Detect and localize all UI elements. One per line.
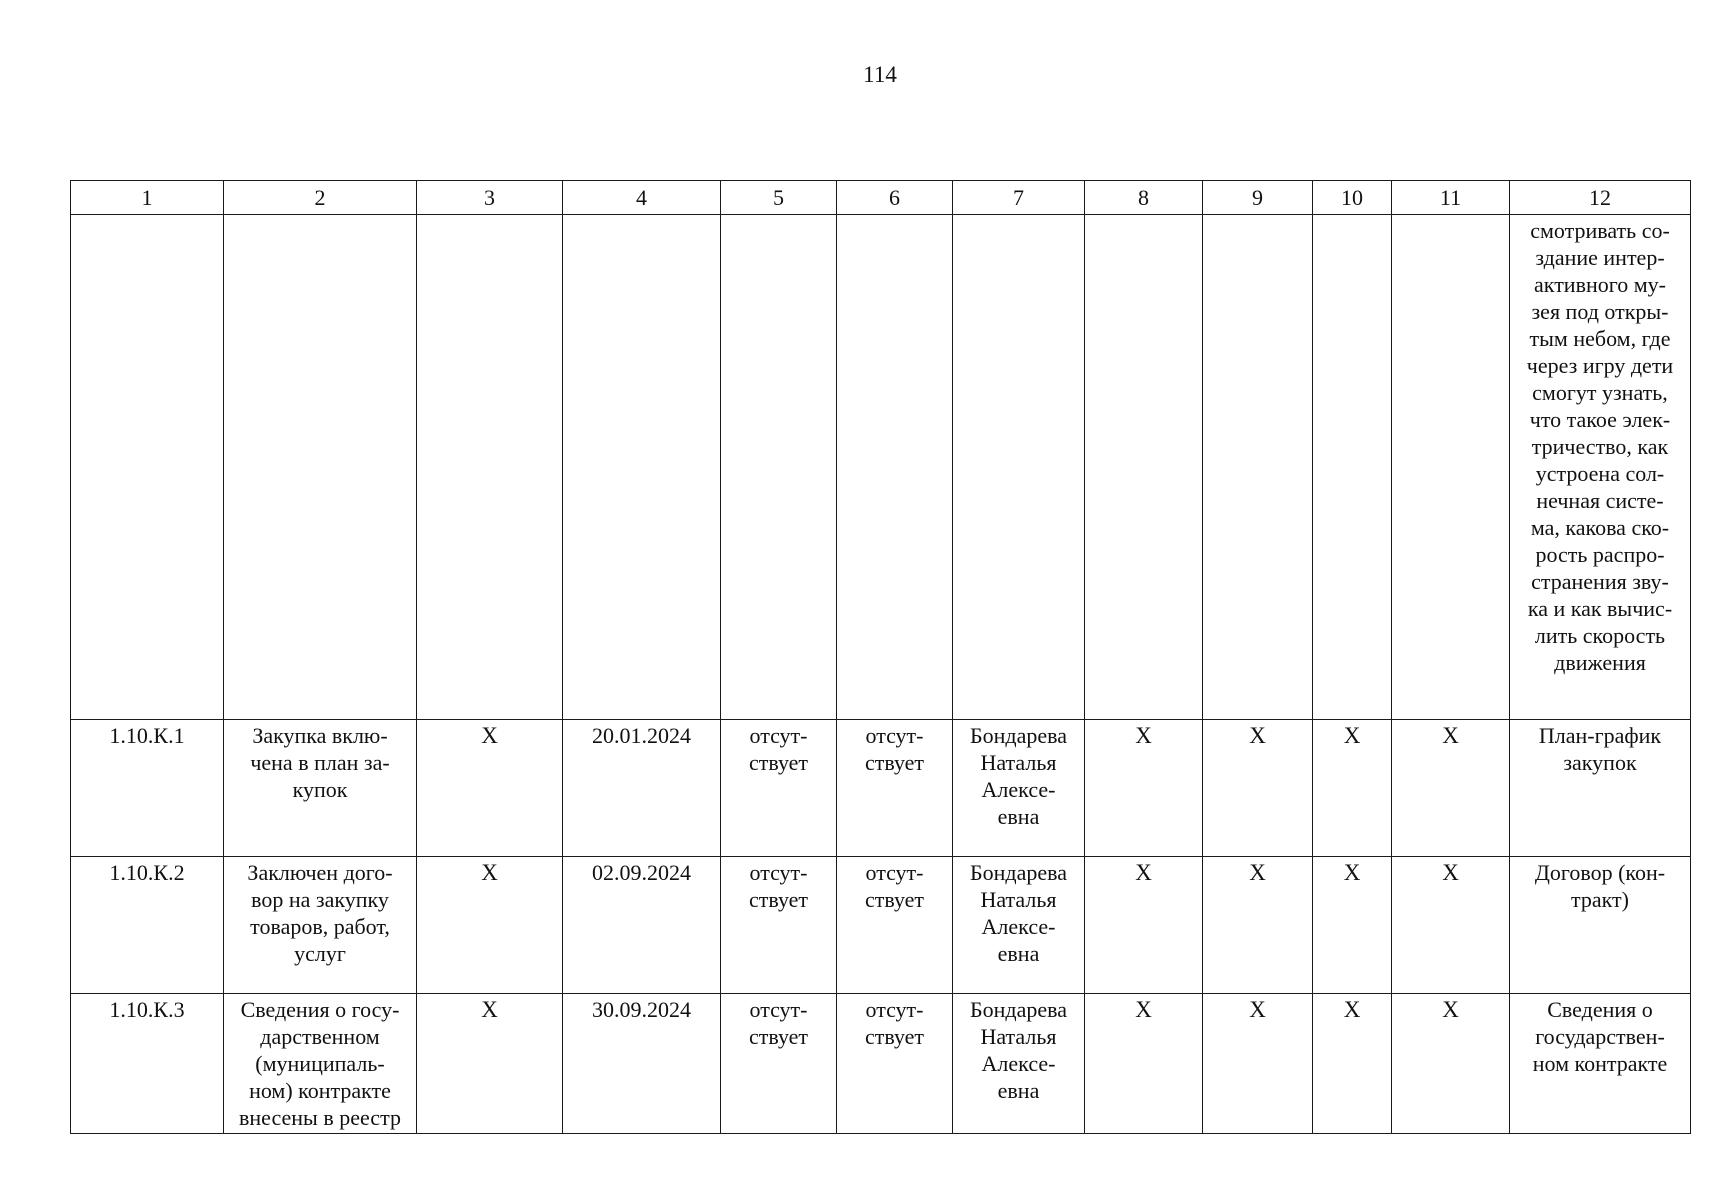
row-col6: отсут- ствует: [864, 860, 925, 912]
col6-cell: [837, 994, 953, 1134]
header-col-12: 12: [1510, 181, 1691, 215]
empty-cell: [1085, 215, 1203, 720]
continuation-text: смотривать со- здание интер- активного му- зея под откры- тым небом, где через игру дети смогут узнать, что такое элек- тричество, как устроена сол- нечная систе- ма, какова ско- рость распро- странения зву- ка и как вычис- лить скорость движения: [1526, 218, 1674, 675]
date-cell: [563, 994, 721, 1134]
description-cell: [224, 720, 417, 857]
col9-cell: [1203, 857, 1313, 994]
col9-cell: [1203, 994, 1313, 1134]
col5-cell: [721, 994, 837, 1134]
document-cell: [1510, 857, 1691, 994]
col3-cell: [417, 720, 563, 857]
code-cell: [71, 720, 224, 857]
col8-cell: [1085, 857, 1203, 994]
x-mark: Х: [481, 860, 498, 885]
col3-cell: [417, 994, 563, 1134]
col10-cell: [1313, 994, 1392, 1134]
row-document: Договор (кон- тракт): [1534, 860, 1666, 912]
header-col-1: 1: [71, 181, 224, 215]
empty-cell: [71, 215, 224, 720]
responsible-cell: [953, 994, 1085, 1134]
control-points-table: [70, 180, 1691, 1134]
header-col-7: 7: [953, 181, 1085, 215]
x-mark: Х: [1135, 860, 1152, 885]
row-date: 02.09.2024: [592, 860, 691, 885]
col10-cell: [1313, 857, 1392, 994]
x-mark: Х: [1343, 723, 1361, 748]
col11-cell: [1392, 857, 1510, 994]
empty-cell: [224, 215, 417, 720]
x-mark: Х: [1135, 997, 1152, 1022]
row-description: Закупка вклю- чена в план за- купок: [250, 723, 390, 802]
row-col5: отсут- ствует: [748, 860, 809, 912]
document-cell: [1510, 720, 1691, 857]
header-row: [71, 181, 1691, 215]
row-document: План-график закупок: [1538, 723, 1662, 775]
col6-cell: [837, 720, 953, 857]
col6-cell: [837, 857, 953, 994]
document-cell: [1510, 994, 1691, 1134]
row-code: 1.10.К.2: [109, 860, 185, 885]
row-col6: отсут- ствует: [864, 997, 925, 1049]
row-responsible: Бондарева Наталья Алексе- евна: [970, 723, 1067, 829]
header-col-3: 3: [417, 181, 563, 215]
responsible-cell: [953, 720, 1085, 857]
header-col-6: 6: [837, 181, 953, 215]
col9-cell: [1203, 720, 1313, 857]
date-cell: [563, 720, 721, 857]
row-date: 30.09.2024: [592, 997, 691, 1022]
empty-cell: [953, 215, 1085, 720]
empty-cell: [721, 215, 837, 720]
col3-cell: [417, 857, 563, 994]
empty-cell: [563, 215, 721, 720]
header-col-8: 8: [1085, 181, 1203, 215]
x-mark: Х: [1343, 860, 1361, 885]
description-cell: [224, 994, 417, 1134]
row-col6: отсут- ствует: [864, 723, 925, 775]
row-description: Заключен дого- вор на закупку товаров, работ, услуг: [247, 860, 393, 966]
x-mark: Х: [1249, 723, 1266, 748]
col11-cell: [1392, 720, 1510, 857]
row-description: Сведения о госу- дарственном (муниципаль- ном) контракте внесены в реестр: [239, 997, 401, 1130]
x-mark: Х: [481, 997, 498, 1022]
x-mark: Х: [1442, 723, 1459, 748]
empty-cell: [1203, 215, 1313, 720]
col11-cell: [1392, 994, 1510, 1134]
row-document: Сведения о государствен- ном контракте: [1532, 997, 1668, 1076]
col8-cell: [1085, 994, 1203, 1134]
table-row-continuation: [71, 215, 1691, 720]
row-code: 1.10.К.3: [109, 997, 185, 1022]
x-mark: Х: [1442, 997, 1459, 1022]
table-row: [71, 857, 1691, 994]
row-responsible: Бондарева Наталья Алексе- евна: [970, 997, 1067, 1103]
x-mark: Х: [1249, 860, 1266, 885]
col10-cell: [1313, 720, 1392, 857]
page-number: 114: [863, 62, 897, 87]
x-mark: Х: [481, 723, 498, 748]
header-col-5: 5: [721, 181, 837, 215]
col5-cell: [721, 720, 837, 857]
header-col-9: 9: [1203, 181, 1313, 215]
table-row: [71, 994, 1691, 1134]
responsible-cell: [953, 857, 1085, 994]
empty-cell: [417, 215, 563, 720]
header-col-4: 4: [563, 181, 721, 215]
date-cell: [563, 857, 721, 994]
row-code: 1.10.К.1: [109, 723, 185, 748]
col8-cell: [1085, 720, 1203, 857]
x-mark: Х: [1343, 997, 1361, 1022]
x-mark: Х: [1442, 860, 1459, 885]
code-cell: [71, 857, 224, 994]
header-col-11: 11: [1392, 181, 1510, 215]
row-col5: отсут- ствует: [748, 723, 809, 775]
row-date: 20.01.2024: [592, 723, 691, 748]
empty-cell: [1313, 215, 1392, 720]
x-mark: Х: [1135, 723, 1152, 748]
empty-cell: [1392, 215, 1510, 720]
description-cell: [224, 857, 417, 994]
continuation-text-cell: [1510, 215, 1691, 720]
x-mark: Х: [1249, 997, 1266, 1022]
row-col5: отсут- ствует: [748, 997, 809, 1049]
header-col-2: 2: [224, 181, 417, 215]
header-col-10: 10: [1313, 181, 1392, 215]
table-row: [71, 720, 1691, 857]
empty-cell: [837, 215, 953, 720]
code-cell: [71, 994, 224, 1134]
col5-cell: [721, 857, 837, 994]
row-responsible: Бондарева Наталья Алексе- евна: [970, 860, 1067, 966]
